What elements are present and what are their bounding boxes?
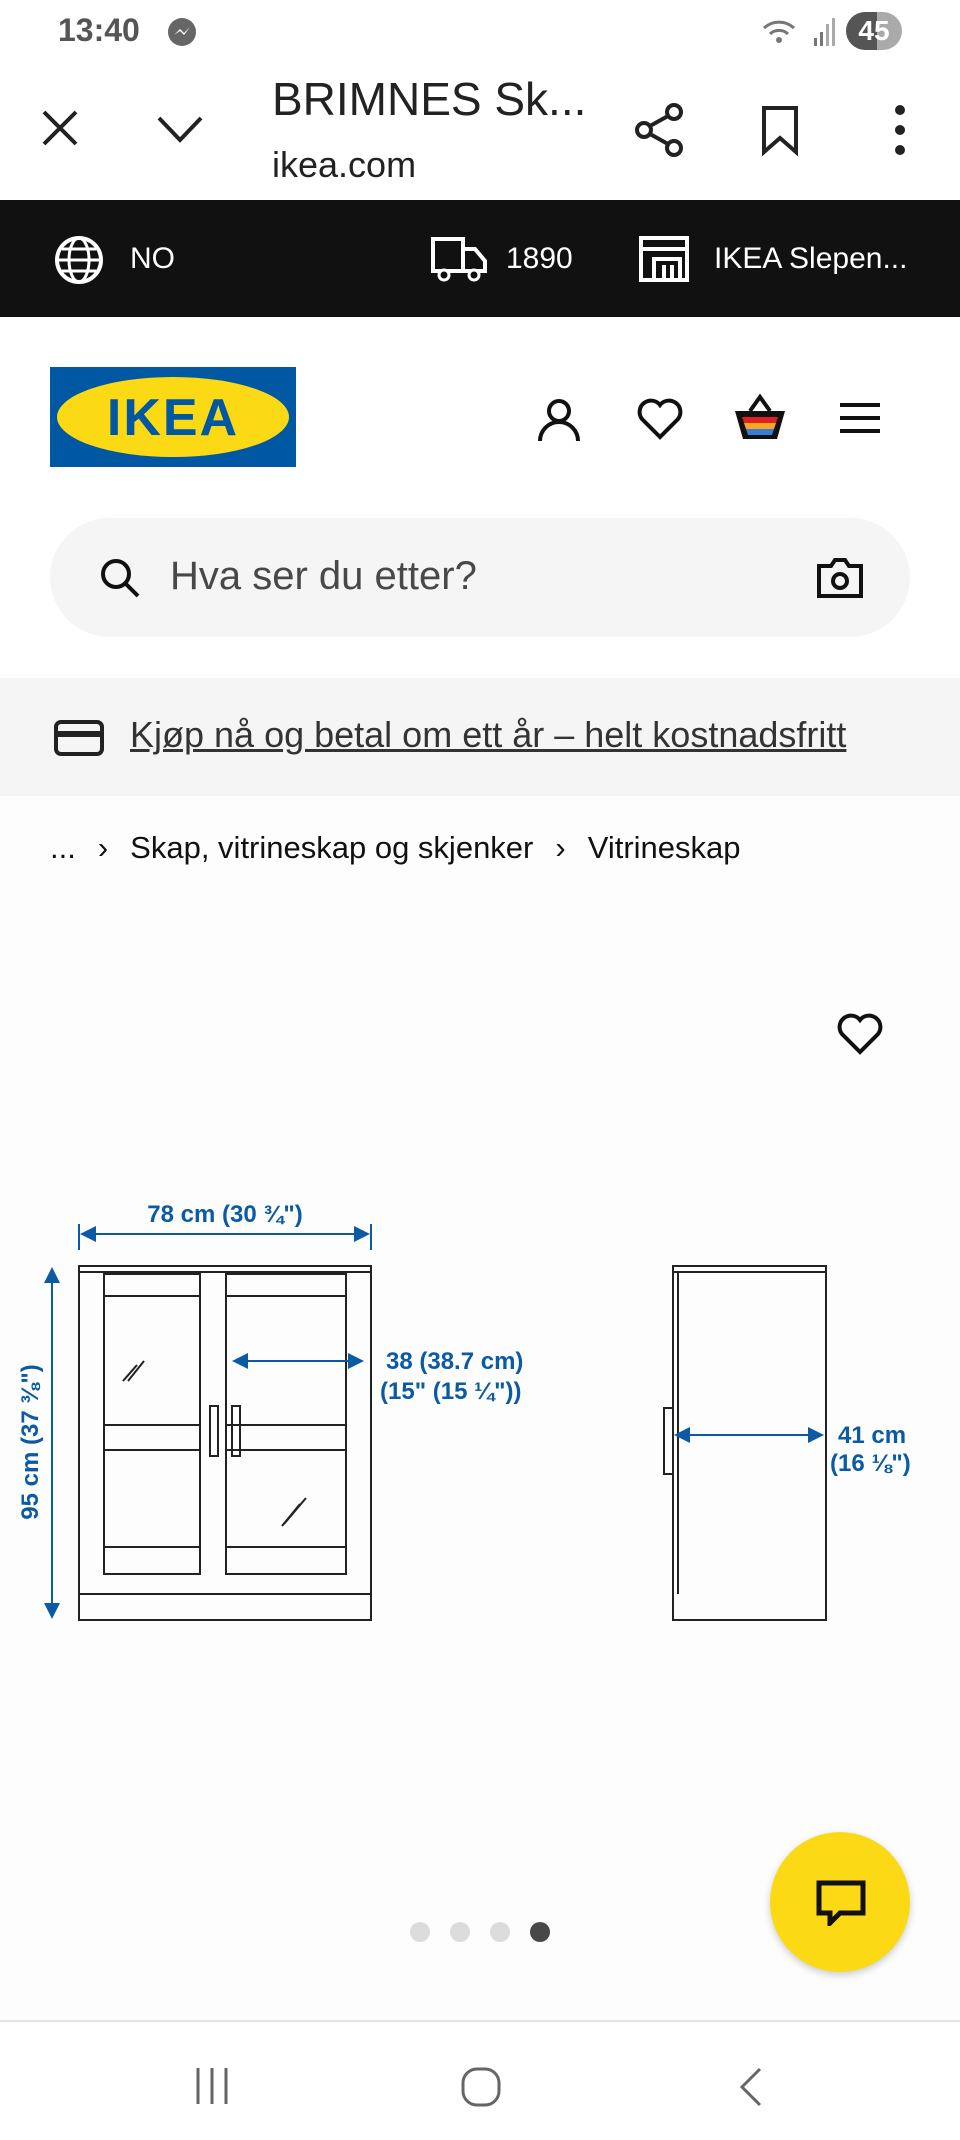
page-title: BRIMNES Sk... xyxy=(272,73,587,125)
page-url[interactable]: ikea.com xyxy=(272,144,417,185)
status-bar xyxy=(0,0,960,62)
search-icon xyxy=(98,556,142,600)
store-icon xyxy=(638,235,690,283)
breadcrumb xyxy=(50,830,741,866)
width-label: 78 cm (30 ¾") xyxy=(147,1201,303,1228)
door-depth-label: 38 (38.7 cm) xyxy=(386,1348,524,1375)
country-selector[interactable]: NO xyxy=(130,242,175,275)
carousel-indicator xyxy=(410,1922,550,1942)
chat-button[interactable] xyxy=(770,1832,910,1972)
promo-banner xyxy=(0,678,960,796)
carousel-dot-active[interactable] xyxy=(530,1922,550,1942)
credit-card-icon xyxy=(54,720,104,756)
share-icon[interactable] xyxy=(634,102,686,158)
battery-indicator: 45 xyxy=(846,12,902,50)
site-header xyxy=(0,317,960,678)
breadcrumb-item[interactable]: Vitrineskap xyxy=(587,830,741,865)
depth-label-inches: (16 ⅛") xyxy=(830,1450,911,1477)
menu-icon[interactable] xyxy=(838,401,882,435)
store-info-bar xyxy=(0,200,960,317)
account-icon[interactable] xyxy=(536,397,582,443)
height-label: 95 cm (37 ⅜") xyxy=(17,1364,44,1520)
camera-search-icon[interactable] xyxy=(816,556,864,600)
delivery-truck-icon xyxy=(430,235,488,283)
promo-link[interactable]: Kjøp nå og betal om ett år – helt kostnadsfritt xyxy=(130,714,847,755)
chat-icon xyxy=(816,1880,866,1926)
system-navigation-bar xyxy=(0,2020,960,2140)
store-selector[interactable]: IKEA Slepen... xyxy=(714,242,908,275)
add-to-favourites-icon[interactable] xyxy=(836,1012,884,1056)
close-icon[interactable] xyxy=(40,108,80,148)
carousel-dot[interactable] xyxy=(410,1922,430,1942)
carousel-dot[interactable] xyxy=(450,1922,470,1942)
breadcrumb-item[interactable]: ... xyxy=(50,830,76,865)
favourites-icon[interactable] xyxy=(636,397,684,441)
chevron-down-icon[interactable] xyxy=(156,114,204,144)
bookmark-icon[interactable] xyxy=(760,104,800,156)
recent-apps-icon[interactable] xyxy=(192,2066,232,2106)
globe-icon[interactable] xyxy=(54,235,104,285)
breadcrumb-item[interactable]: Skap, vitrineskap og skjenker xyxy=(130,830,534,865)
depth-label: 41 cm xyxy=(838,1422,907,1449)
carousel-dot[interactable] xyxy=(490,1922,510,1942)
product-dimension-drawing[interactable] xyxy=(0,1180,960,1640)
postcode[interactable]: 1890 xyxy=(506,242,573,275)
messenger-icon xyxy=(166,16,198,48)
browser-toolbar xyxy=(0,62,960,200)
door-depth-label-inches: (15" (15 ¼")) xyxy=(380,1378,522,1405)
ikea-logo[interactable] xyxy=(50,367,296,467)
svg-text:IKEA: IKEA xyxy=(106,389,240,447)
search-input[interactable]: Hva ser du etter? xyxy=(170,554,477,598)
home-icon[interactable] xyxy=(460,2066,502,2108)
more-options-icon[interactable] xyxy=(890,102,910,158)
search-bar[interactable] xyxy=(50,518,910,637)
breadcrumb-separator: › xyxy=(97,830,109,865)
signal-icon xyxy=(762,14,842,50)
shopping-bag-icon[interactable] xyxy=(732,393,788,443)
breadcrumb-separator: › xyxy=(555,830,566,865)
back-icon[interactable] xyxy=(736,2066,766,2108)
clock: 13:40 xyxy=(58,12,140,48)
